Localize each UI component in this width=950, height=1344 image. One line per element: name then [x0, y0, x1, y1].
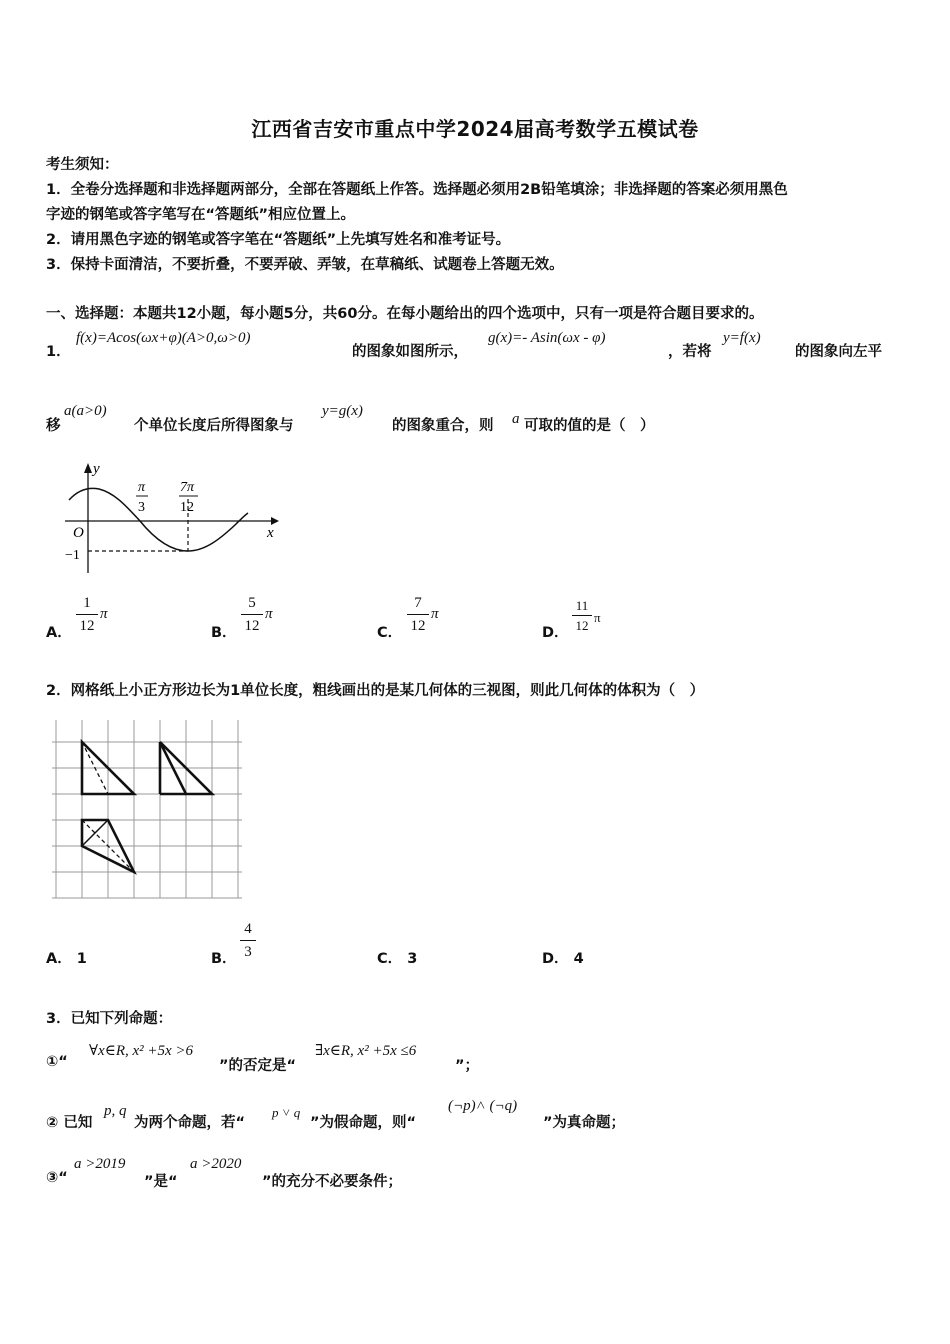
- q1-g-expr: g(x)=- Asin(ωx - φ): [488, 330, 606, 346]
- y-label: y: [93, 461, 100, 477]
- notice-item-2: 2．请用黑色字迹的钢笔或答字笔在“答题纸”上先填写姓名和准考证号。: [46, 232, 511, 248]
- q2-option-a-label: A．: [46, 951, 72, 967]
- q3-p2-pq: p, q: [104, 1103, 127, 1119]
- q3-p1-expr2: ∃x∈R, x² +5x ≤6: [315, 1043, 417, 1059]
- q1-text-3: 的图象向左平: [795, 344, 882, 360]
- q2-option-d: [542, 947, 584, 968]
- q3-p1-mid: ”的否定是“: [219, 1058, 297, 1074]
- q2-option-b-frac: [240, 920, 256, 961]
- notice-heading: 考生须知：: [46, 157, 119, 173]
- pi712-num: 7π: [180, 480, 195, 495]
- q1-a-var: a: [512, 411, 520, 427]
- origin-label: O: [73, 525, 84, 541]
- x-axis-arrow: [271, 517, 279, 525]
- q2-option-c-value: 3: [407, 951, 418, 967]
- q2-text: 2．网格纸上小正方形边长为1单位长度，粗线画出的是某几何体的三视图，则此几何体的体积为（ ）: [46, 683, 705, 699]
- cosine-curve: [69, 488, 248, 551]
- q1-text-1: 的图象如图所示，: [352, 344, 468, 360]
- q1-option-a-num: 1: [83, 595, 91, 611]
- page-title: 江西省吉安市重点中学2024届高考数学五模试卷: [251, 117, 699, 141]
- q1-text-6: 的图象重合，则: [392, 418, 494, 434]
- q3-p2-start: ② 已知: [46, 1115, 93, 1131]
- q3-p2-text-2: ”为假命题，则“: [310, 1115, 417, 1131]
- notice-item-3: 3．保持卡面清洁，不要折叠，不要弄破、弄皱，在草稿纸、试题卷上答题无效。: [46, 257, 564, 273]
- q1-cosine-graph: [45, 455, 285, 580]
- q1-option-a-frac: [76, 594, 98, 635]
- q1-y-g: y=g(x): [322, 403, 363, 419]
- pi3-den: 3: [138, 500, 145, 515]
- q1-a-expr: a(a>0): [64, 403, 107, 419]
- q3-p2-text-1: 为两个命题，若“: [134, 1115, 246, 1131]
- q3-text: 3．已知下列命题：: [46, 1011, 173, 1027]
- q1-option-a-pi: π: [100, 606, 108, 622]
- q3-p1-expr1: ∀x∈R, x² +5x >6: [89, 1043, 194, 1059]
- q1-option-b-num: 5: [248, 595, 256, 611]
- q2-option-b-num: 4: [244, 921, 252, 937]
- grid-lines: [52, 720, 242, 898]
- q2-option-c: [377, 947, 417, 968]
- q1-option-c-frac: [407, 594, 429, 635]
- q1-option-c-num: 7: [414, 595, 422, 611]
- y-axis-arrow: [84, 463, 92, 473]
- notice-item-1: 1．全卷分选择题和非选择题两部分，全部在答题纸上作答。选择题必须用2B铅笔填涂；非选择题的答案必须用黑色: [46, 182, 788, 198]
- q1-f-expr: f(x)=Acos(ωx+φ)(A>0,ω>0): [76, 330, 251, 346]
- q2-option-b-label: B．: [211, 951, 237, 967]
- section-heading: 一、选择题：本题共12小题，每小题5分，共60分。在每小题给出的四个选项中，只有一项是符合题目要求的。: [46, 306, 764, 322]
- q2-option-b-den: 3: [244, 944, 252, 960]
- q1-option-b-label: B．: [211, 625, 237, 641]
- q1-option-c-pi: π: [431, 606, 439, 622]
- q1-option-d-pi: π: [594, 610, 601, 625]
- q3-p2-text-3: ”为真命题；: [543, 1115, 626, 1131]
- q1-option-d-frac: [572, 598, 592, 633]
- q3-p2-npq: (¬p)˄ (¬q): [448, 1098, 518, 1114]
- q3-p3-e1: a >2019: [74, 1156, 126, 1172]
- q1-option-b-den: 12: [244, 618, 260, 634]
- pi3-num: π: [138, 480, 146, 495]
- q2-option-d-label: D．: [542, 951, 569, 967]
- q1-option-b-frac: [241, 594, 263, 635]
- q3-p3-text-1: ”是“: [144, 1174, 178, 1190]
- q1-option-a-label: A．: [46, 625, 72, 641]
- q2-three-view-grid: [50, 718, 245, 903]
- notice-item-1-cont: 字迹的钢笔或答字笔写在“答题纸”相应位置上。: [46, 207, 356, 223]
- neg-one-label: −1: [65, 548, 80, 563]
- q2-option-a-value: 1: [76, 951, 87, 967]
- x-label: x: [267, 525, 274, 541]
- q1-option-c-den: 12: [410, 618, 426, 634]
- q1-option-d-den: 12: [575, 618, 589, 633]
- q1-option-a-den: 12: [79, 618, 95, 634]
- q1-option-d-num: 11: [575, 598, 589, 613]
- q1-text-7: 可取的值的是（ ）: [524, 418, 655, 434]
- q1-text-4: 移: [46, 418, 61, 434]
- q3-p1-start: ①“: [46, 1054, 68, 1070]
- q2-option-a: [46, 947, 87, 968]
- pi712-den: 12: [180, 500, 194, 515]
- q3-p3-text-2: ”的充分不必要条件；: [262, 1174, 403, 1190]
- q3-p3-start: ③“: [46, 1170, 68, 1186]
- q3-p3-e2: a >2020: [190, 1156, 242, 1172]
- q1-text-2: ，若将: [668, 344, 712, 360]
- q1-option-c-label: C．: [377, 625, 403, 641]
- q3-p2-pvq: p ˅ q: [272, 1105, 301, 1120]
- q2-option-c-label: C．: [377, 951, 403, 967]
- q1-y-f: y=f(x): [723, 330, 761, 346]
- q1-option-b-pi: π: [265, 606, 273, 622]
- q3-p1-end: ”；: [455, 1058, 480, 1074]
- q1-option-d-label: D．: [542, 625, 569, 641]
- q1-text-5: 个单位长度后所得图象与: [134, 418, 294, 434]
- q2-option-d-value: 4: [573, 951, 584, 967]
- q1-number: 1．: [46, 344, 71, 360]
